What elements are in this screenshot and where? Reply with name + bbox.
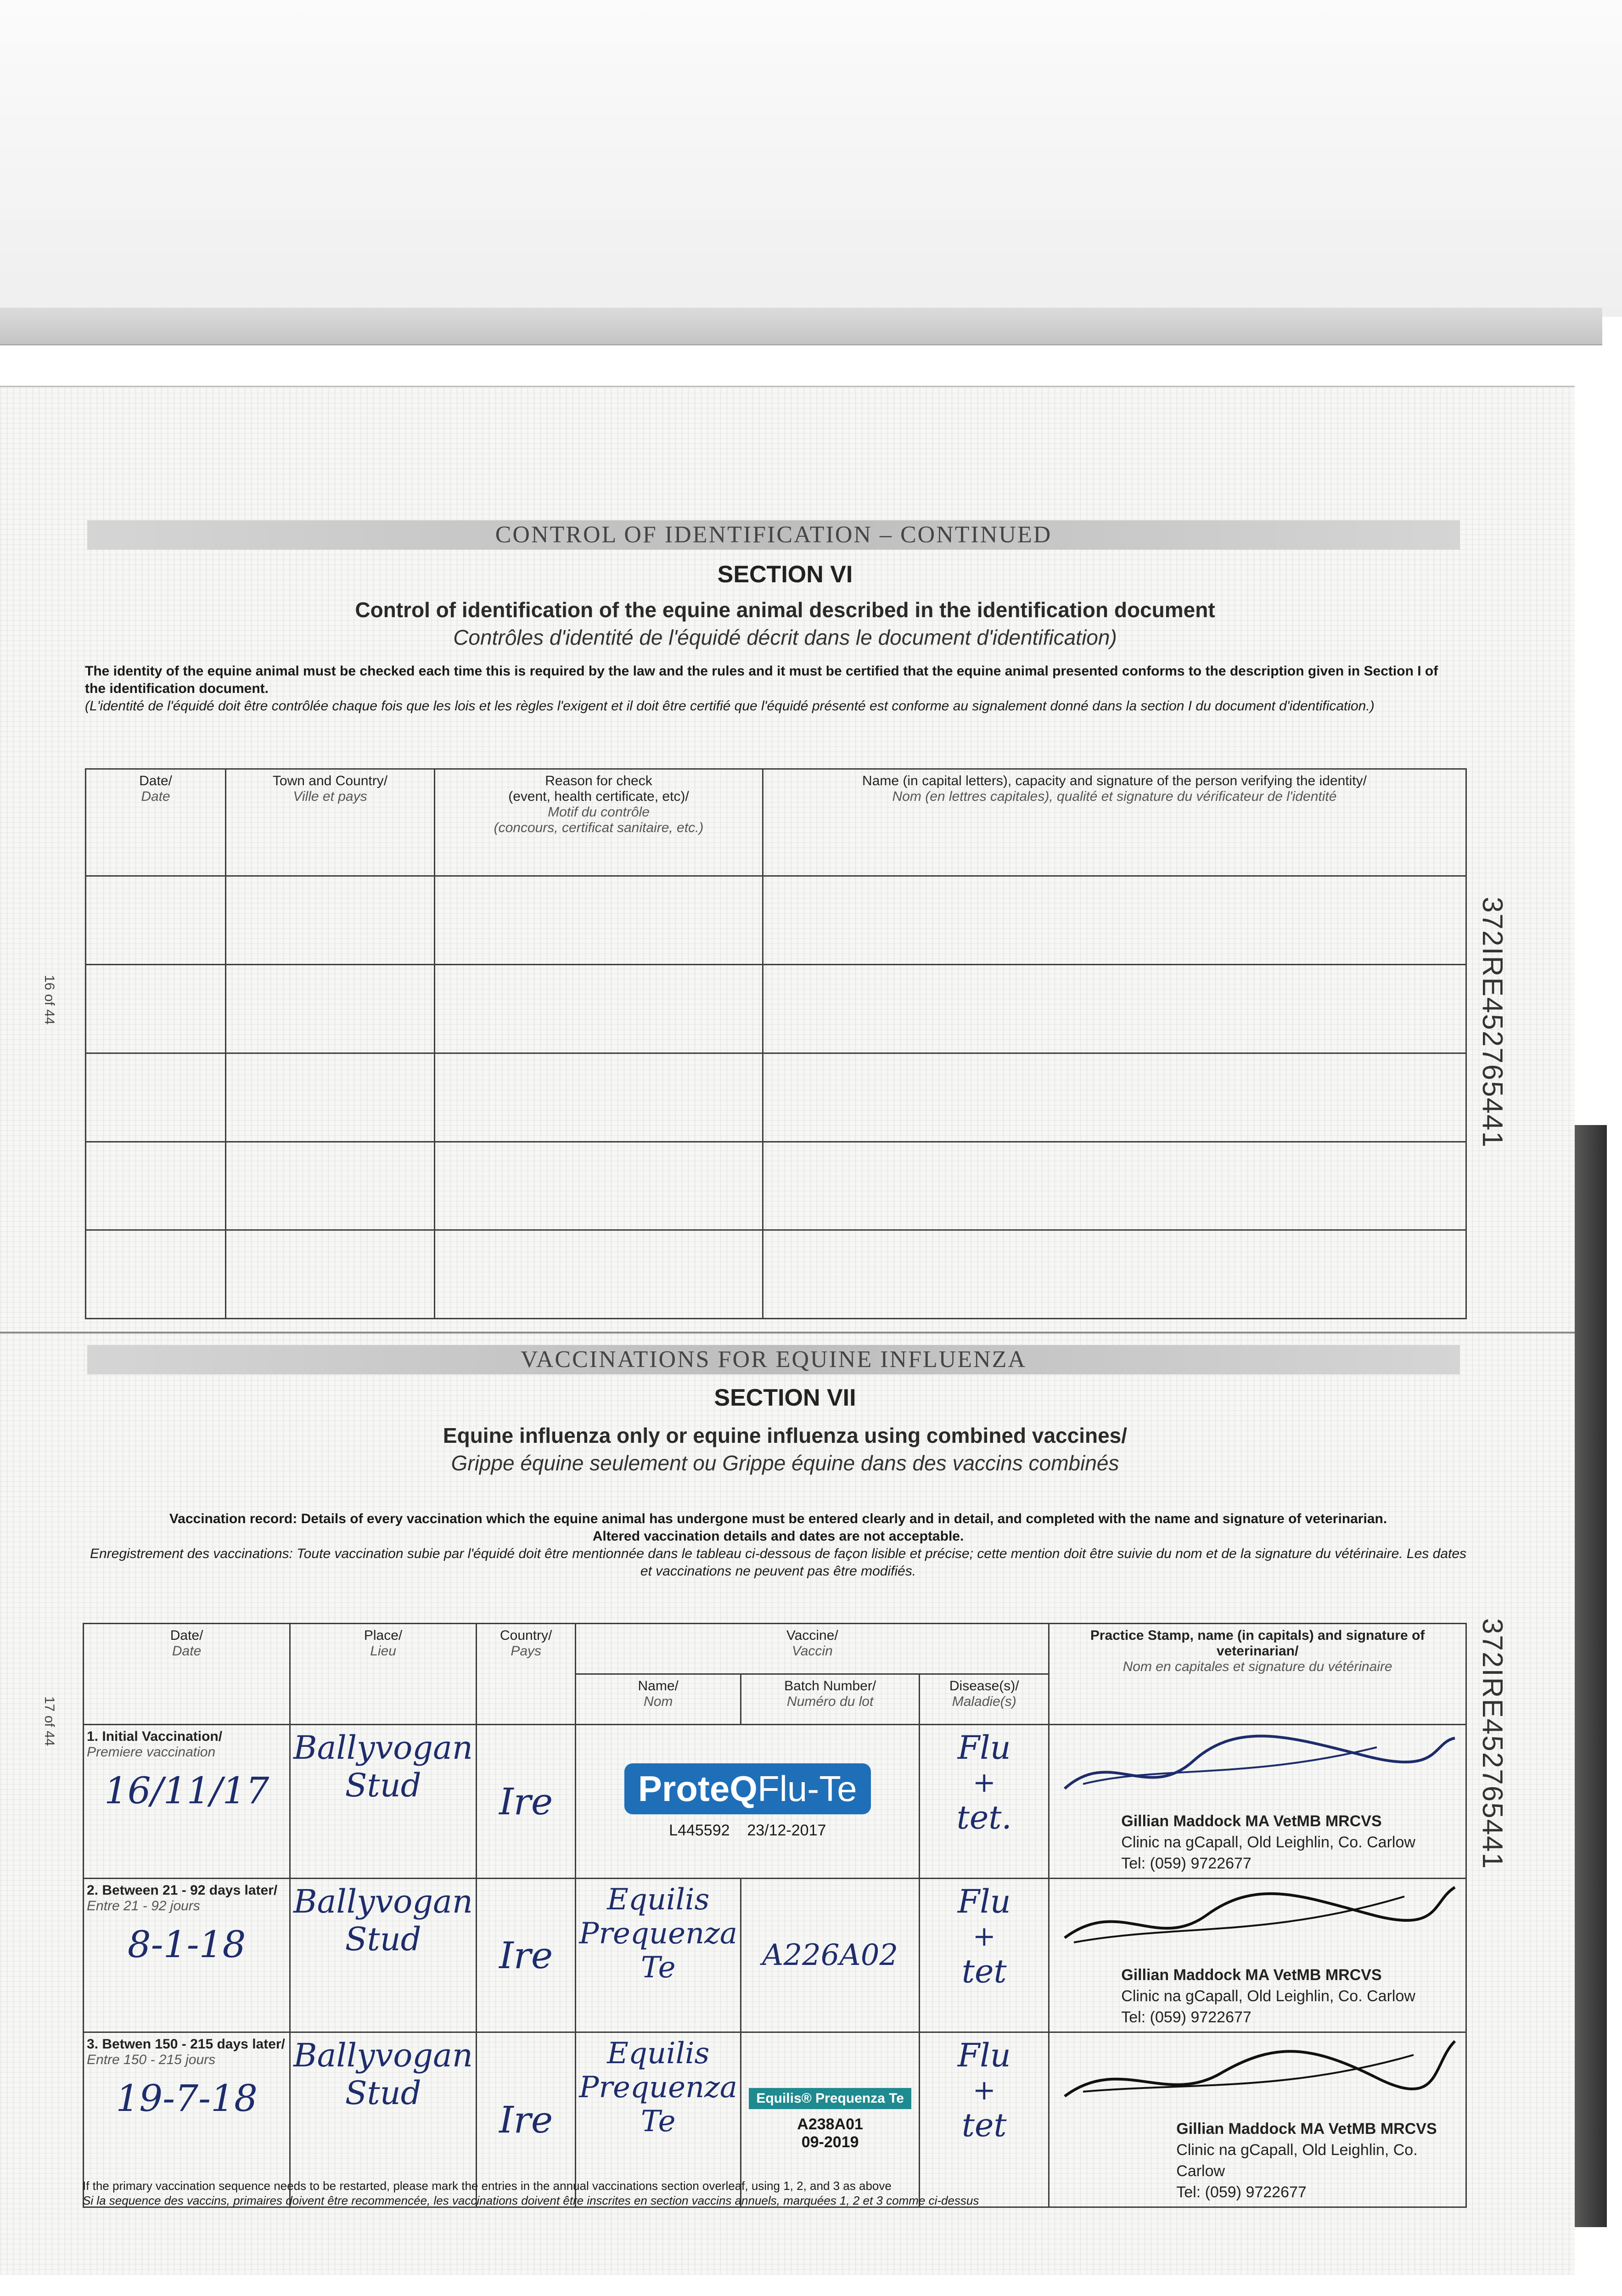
passport-number-lower: 372IRE452765441 xyxy=(1476,1618,1508,1870)
row1-place: Ballyvogan Stud xyxy=(290,1725,477,1879)
row3-vaccine-label: Equilis® Prequenza Te A238A01 09-2019 xyxy=(741,2032,920,2207)
table-row xyxy=(86,1142,1466,1230)
table-row xyxy=(86,1053,1466,1142)
instructions-en-1: Vaccination record: Details of every vaccination which the equine animal has undergone must be entered clearly and in detail, and completed with the name and signature of veterinarian. xyxy=(169,1511,1387,1526)
row2-country: Ire xyxy=(476,1879,575,2032)
row3-disease: Flu + tet xyxy=(920,2032,1049,2207)
section-vi-instructions xyxy=(85,663,1462,715)
col-date: Date/ Date xyxy=(84,1624,290,1725)
col-practice-stamp: Practice Stamp, name (in capitals) and signature of veterinarian/ Nom en capitales et signature du vétérinaire xyxy=(1049,1624,1466,1725)
row2-date-cell: 2. Between 21 - 92 days later/ Entre 21 - 92 jours 8-1-18 xyxy=(84,1879,290,2032)
col-date: Date/ Date xyxy=(86,769,226,876)
page-number-16: 16 of 44 xyxy=(42,975,57,1025)
section-vi-banner: CONTROL OF IDENTIFICATION – CONTINUED xyxy=(87,520,1460,550)
identity-check-table xyxy=(85,768,1467,1319)
table-row xyxy=(84,1725,1466,1879)
page-section-vi xyxy=(0,386,1575,1333)
section-vi-subtitle-fr: Contrôles d'identité de l'équidé décrit dans le document d'identification) xyxy=(453,625,1117,649)
equilis-label: Equilis® Prequenza Te xyxy=(749,2088,911,2109)
scan-background xyxy=(0,0,1622,317)
proteq-label: ProteQFlu-Te xyxy=(624,1763,871,1814)
footer-en: If the primary vaccination sequence needs to be restarted, please mark the entries in the annual vaccinations section overleaf, using 1, 2, and 3 as above xyxy=(83,2179,892,2193)
instructions-en-2: Altered vaccination details and dates are not acceptable. xyxy=(592,1529,964,1544)
passport-number-upper: 372IRE452765441 xyxy=(1476,897,1508,1148)
col-town-country: Town and Country/ Ville et pays xyxy=(226,769,435,876)
col-reason: Reason for check (event, health certificate, etc)/ Motif du contrôle (concours, certificat sanitaire, etc.) xyxy=(435,769,763,876)
page-section-vii xyxy=(0,1332,1575,2275)
col-vaccine: Vaccine/ Vaccin xyxy=(576,1624,1049,1674)
row1-vaccine-label: ProteQFlu-Te L445592 23/12-2017 xyxy=(576,1725,920,1879)
section-vii-footer xyxy=(83,2178,1460,2208)
plastic-sleeve-edge xyxy=(0,308,1602,345)
instructions-fr: Enregistrement des vaccinations: Toute vaccination subie par l'équidé doit être mentionnée dans le tableau ci-dessous de façon lisible et précise; cette mention doit être suivie du nom et de la signature du vétérinaire. Les dates et vaccinations ne peuvent pas être modifiés. xyxy=(90,1546,1467,1579)
col-disease: Disease(s)/ Maladie(s) xyxy=(920,1674,1049,1725)
passport-spine xyxy=(1575,1125,1607,2227)
instructions-fr: (L'identité de l'équidé doit être contrôlée chaque fois que les lois et les règles l'exigent et il doit être certifié que l'équidé présenté est conforme au signalement donné dans la section I du document d'identification.) xyxy=(85,698,1375,714)
row1-date: 16/11/17 xyxy=(104,1769,269,1812)
page-number-17: 17 of 44 xyxy=(42,1696,57,1746)
row3-stamp: Gillian Maddock MA VetMB MRCVS Clinic na gCapall, Old Leighlin, Co. Carlow Tel: (059) 9722677 xyxy=(1049,2032,1466,2207)
section-vii-subtitle-en: Equine influenza only or equine influenza using combined vaccines/ xyxy=(443,1424,1128,1447)
table-row xyxy=(84,1879,1466,2032)
row3-place: Ballyvogan Stud xyxy=(290,2032,477,2207)
footer-fr: Si la sequence des vaccins, primaires doivent être recommencée, les vaccinations doivent être inscrites en section vaccins annuels, marquées 1, 2 et 3 comme ci-dessus xyxy=(83,2194,979,2207)
vet-signature-2 xyxy=(1055,1883,1459,1961)
section-vii-instructions xyxy=(90,1510,1467,1580)
vet-signature-1 xyxy=(1055,1729,1459,1807)
row2-stamp: Gillian Maddock MA VetMB MRCVS Clinic na gCapall, Old Leighlin, Co. Carlow Tel: (059) 9722677 xyxy=(1049,1879,1466,2032)
section-vi-title: SECTION VI xyxy=(717,561,853,588)
row2-vaccine-name: Equilis Prequenza Te xyxy=(576,1879,741,2032)
section-vii-banner: VACCINATIONS FOR EQUINE INFLUENZA xyxy=(87,1345,1460,1374)
section-vii-title: SECTION VII xyxy=(714,1384,856,1411)
row2-batch: A226A02 xyxy=(741,1879,920,2032)
section-vi-subtitle-en: Control of identification of the equine animal described in the identification document xyxy=(355,598,1215,622)
table-row xyxy=(86,1230,1466,1319)
row1-date-cell: 1. Initial Vaccination/ Premiere vaccination 16/11/17 xyxy=(84,1725,290,1879)
row1-disease: Flu + tet. xyxy=(920,1725,1049,1879)
table-row xyxy=(86,965,1466,1053)
row2-date: 8-1-18 xyxy=(127,1923,246,1966)
col-batch: Batch Number/ Numéro du lot xyxy=(741,1674,920,1725)
row2-place: Ballyvogan Stud xyxy=(290,1879,477,2032)
col-verifier: Name (in capital letters), capacity and signature of the person verifying the identity/ Nom (en lettres capitales), qualité et signature du vérificateur de l'identité xyxy=(763,769,1466,876)
row2-disease: Flu + tet xyxy=(920,1879,1049,2032)
vaccination-table xyxy=(83,1623,1467,2208)
row1-stamp: Gillian Maddock MA VetMB MRCVS Clinic na gCapall, Old Leighlin, Co. Carlow Tel: (059) 9722677 xyxy=(1049,1725,1466,1879)
section-vii-subtitle-fr: Grippe équine seulement ou Grippe équine dans des vaccins combinés xyxy=(451,1451,1119,1475)
instructions-en: The identity of the equine animal must be checked each time this is required by the law and the rules and it must be certified that the equine animal presented conforms to the description given in Section I of the identification document. xyxy=(85,664,1438,696)
table-row xyxy=(86,876,1466,965)
col-vaccine-name: Name/ Nom xyxy=(576,1674,741,1725)
row3-vaccine-name: Equilis Prequenza Te xyxy=(576,2032,741,2207)
row3-date: 19-7-18 xyxy=(116,2077,258,2120)
row3-date-cell: 3. Betwen 150 - 215 days later/ Entre 150 - 215 jours 19-7-18 xyxy=(84,2032,290,2207)
row3-country: Ire xyxy=(476,2032,575,2207)
row1-country: Ire xyxy=(476,1725,575,1879)
col-place: Place/ Lieu xyxy=(290,1624,477,1725)
col-country: Country/ Pays xyxy=(476,1624,575,1725)
vet-signature-3 xyxy=(1055,2037,1459,2115)
